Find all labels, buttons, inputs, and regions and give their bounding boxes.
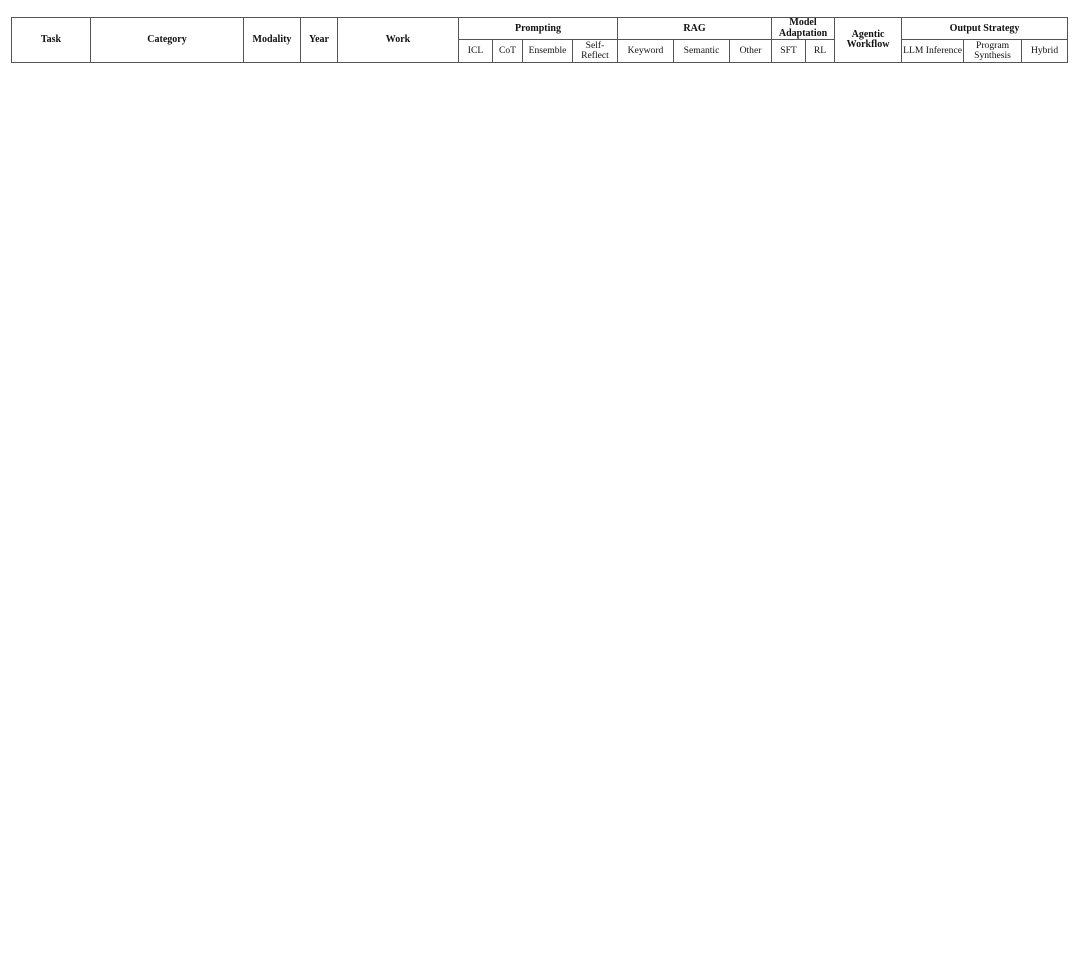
subheader-other: Other	[730, 40, 772, 63]
subheader-cot: CoT	[493, 40, 523, 63]
survey-table-container	[11, 17, 1065, 63]
subheader-icl: ICL	[459, 40, 493, 63]
survey-table	[11, 17, 1068, 63]
subheader-semantic: Semantic	[674, 40, 730, 63]
subheader-keyword: Keyword	[618, 40, 674, 63]
header-model-adaptation: Model Adaptation	[772, 18, 835, 40]
subheader-rl: RL	[806, 40, 835, 63]
header-work: Work	[338, 18, 459, 63]
subheader-sft: SFT	[772, 40, 806, 63]
header-task: Task	[12, 18, 91, 63]
subheader-self-reflect: Self-Reflect	[573, 40, 618, 63]
header-agentic-workflow: Agentic Workflow	[835, 18, 902, 63]
header-output-strategy: Output Strategy	[902, 18, 1068, 40]
header-year: Year	[301, 18, 338, 63]
header-modality: Modality	[244, 18, 301, 63]
subheader-ensemble: Ensemble	[523, 40, 573, 63]
header-prompting: Prompting	[459, 18, 618, 40]
header-rag: RAG	[618, 18, 772, 40]
subheader-hybrid: Hybrid	[1022, 40, 1068, 63]
subheader-program-synthesis: Program Synthesis	[964, 40, 1022, 63]
header-category: Category	[91, 18, 244, 63]
subheader-llm-inference: LLM Inference	[902, 40, 964, 63]
